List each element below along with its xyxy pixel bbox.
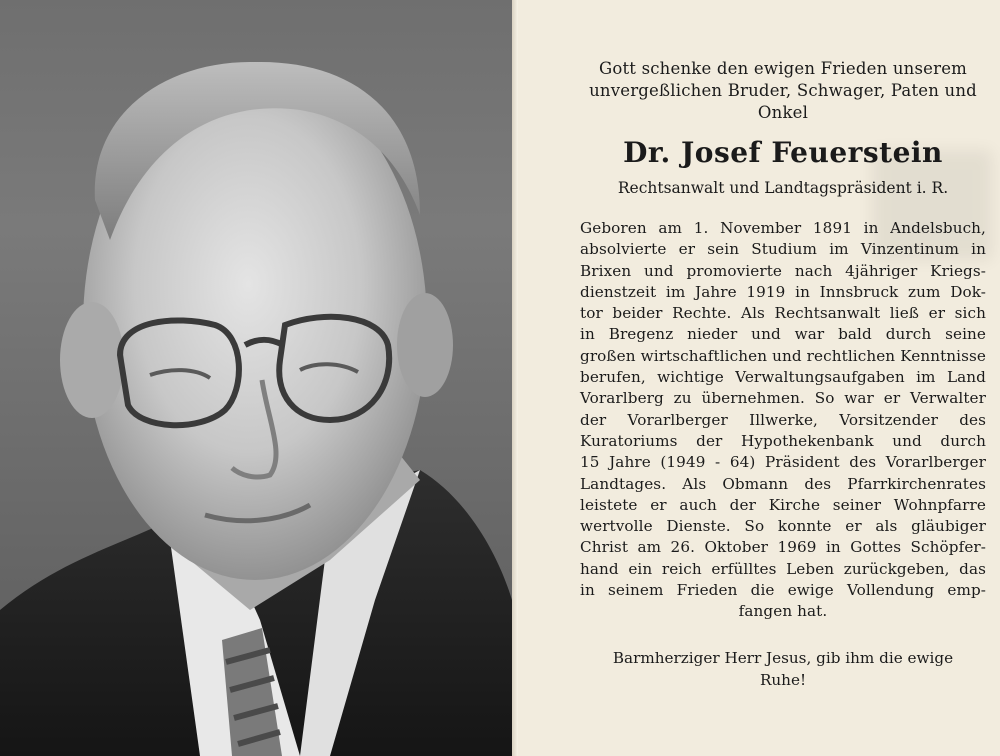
biography-line: leistete er auch der Kirche seiner Wohnpfarre	[580, 495, 986, 514]
text-panel	[518, 0, 1000, 756]
deceased-role: Rechtsanwalt und Landtagspräsident i. R.	[617, 179, 949, 197]
biography-line: hand ein reich erfülltes Leben zurückgeben, das	[580, 559, 986, 578]
biography-line: Brixen und promovierte nach 4jähriger Kriegs-	[580, 261, 986, 280]
biography-line: absolvierte er sein Studium im Vinzentinum in	[580, 240, 986, 259]
biography-line: großen wirtschaftlichen und rechtlichen Kenntnisse	[580, 346, 986, 365]
intro-line: unvergeßlichen Bruder, Schwager, Paten und	[589, 81, 977, 100]
biography-line: Geboren am 1. November 1891 in Andelsbuch,	[580, 219, 986, 237]
biography-line: Kuratoriums der Hypothekenbank und durch	[580, 431, 986, 450]
biography-line: berufen, wichtige Verwaltungsaufgaben im Land	[580, 368, 986, 387]
biography-line: in Bregenz nieder und war bald durch seine	[580, 325, 986, 344]
intro-line: Gott schenke den ewigen Frieden unserem	[598, 59, 968, 78]
biography-line: dienstzeit im Jahre 1919 in Innsbruck zum Dok-	[580, 282, 986, 301]
biography-text	[580, 218, 986, 623]
prayer-line: Barmherziger Herr Jesus, gib ihm die ewige	[612, 648, 954, 667]
closing-prayer	[580, 647, 986, 691]
prayer-line: Ruhe!	[759, 670, 807, 689]
biography-line: 15 Jahre (1949 - 64) Präsident des Vorarlberger	[580, 453, 986, 472]
biography-line: Vorarlberg zu übernehmen. So war er Verwalter	[580, 389, 986, 408]
biography-line: Landtages. Als Obmann des Pfarrkirchenrates	[580, 474, 986, 493]
biography-line: tor beider Rechte. Als Rechtsanwalt ließ er sich	[580, 304, 986, 323]
deceased-name: Dr. Josef Feuerstein	[623, 136, 943, 169]
biography-line: der Vorarlberger Illwerke, Vorsitzender des	[580, 410, 986, 429]
intro-text	[580, 58, 986, 124]
intro-line: Onkel	[757, 103, 809, 122]
biography-line: wertvolle Dienste. So konnte er als gläubiger	[580, 517, 986, 536]
biography-line: fangen hat.	[738, 602, 828, 621]
biography-line: Christ am 26. Oktober 1969 in Gottes Schöpfer-	[580, 538, 986, 557]
biography-line: in seinem Frieden die ewige Vollendung emp-	[580, 581, 986, 600]
